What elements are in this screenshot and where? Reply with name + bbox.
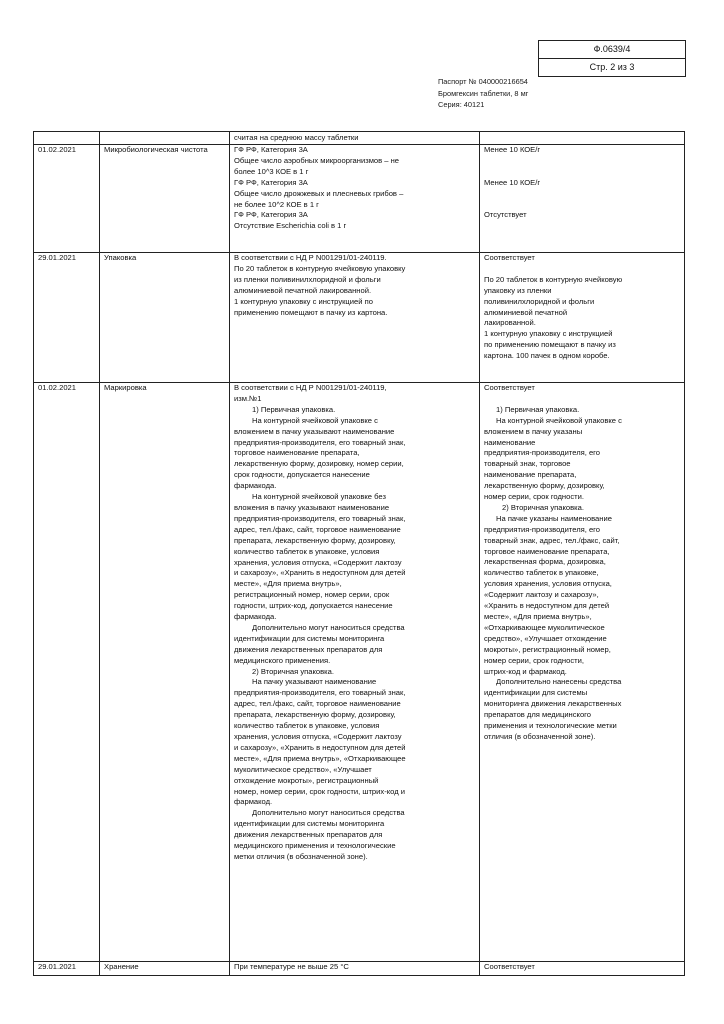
result-line: лакированной. <box>484 318 536 328</box>
result-line: «Хранить в недоступном для детей <box>484 601 610 611</box>
requirement-line: медицинского применения и технологические <box>234 841 396 851</box>
result-line: Менее 10 КОЕ/г <box>484 177 541 187</box>
requirement-line: вложением в пачку указывают наименование <box>234 426 395 436</box>
blank-line <box>484 167 680 178</box>
requirement-line: Общее число дрожжевых и плесневых грибов – <box>234 188 404 198</box>
result-line: Менее 10 КОЕ/г <box>484 145 541 154</box>
requirement-line: метки отличия (в обозначенной зоне). <box>234 851 368 861</box>
date-cell: 01.02.2021 <box>34 145 100 253</box>
result-line: торговое наименование препарата, <box>484 546 610 556</box>
result-line: наименование <box>484 437 536 447</box>
result-line: идентификации для системы <box>484 688 588 698</box>
blank-line <box>484 394 680 405</box>
result-line: упаковку из пленки <box>484 285 552 295</box>
requirement-line: изм.№1 <box>234 393 262 403</box>
test-name-cell: Хранение <box>100 962 230 976</box>
requirement-line: срок годности, допускается нанесение <box>234 470 370 480</box>
requirement-line: Общее число аэробных микроорганизмов – не <box>234 155 400 165</box>
result-line: средство», «Улучшает отхождение <box>484 633 607 643</box>
result-line: препаратов для медицинского <box>484 710 592 720</box>
test-name-cell: Маркировка <box>100 383 230 962</box>
result-line: «Содержит лактозу и сахарозу», <box>484 590 599 600</box>
result-line: На контурной ячейковой упаковке с <box>496 415 622 425</box>
blank-line <box>484 199 680 210</box>
requirement-cell <box>230 962 480 976</box>
result-line: Дополнительно нанесены средства <box>496 677 622 687</box>
product-name: Бромгексин таблетки, 8 мг <box>438 88 529 98</box>
result-line: вложением в пачку указаны <box>484 426 583 436</box>
requirement-line: Дополнительно могут наноситься средства <box>252 808 405 818</box>
result-line: наименование препарата, <box>484 470 577 480</box>
requirement-line: 1 контурную упаковку с инструкцией по <box>234 296 373 306</box>
requirement-line: ГФ РФ, Категория 3А <box>234 210 308 220</box>
result-line: картона. 100 пачек в одном коробе. <box>484 351 610 361</box>
requirement-line: предприятия-производителя, его товарный знак, <box>234 688 406 698</box>
requirement-line: применению помещают в пачку из картона. <box>234 307 388 317</box>
test-results-table <box>33 131 685 976</box>
result-cell <box>480 962 685 976</box>
requirement-cell <box>230 253 480 383</box>
page-number: Стр. 2 из 3 <box>539 58 685 76</box>
requirement-line: В соответствии с НД Р N001291/01-240119. <box>234 253 387 262</box>
requirement-line: количество таблеток в упаковке, условия <box>234 546 380 556</box>
result-line: 1) Первичная упаковка. <box>496 404 580 414</box>
passport-header <box>438 76 528 111</box>
result-line: Соответствует <box>484 383 535 392</box>
result-cell <box>480 132 685 145</box>
requirement-line: ГФ РФ, Категория 3А <box>234 145 308 154</box>
requirement-line: годности, штрих-код, допускается нанесение <box>234 601 393 611</box>
result-line: 2) Вторичная упаковка. <box>502 502 584 512</box>
requirement-line: количество таблеток в упаковке, условия <box>234 721 380 731</box>
result-line: по применению помещают в пачку из <box>484 340 616 350</box>
result-line: месте», «Для приема внутрь», <box>484 612 592 622</box>
requirement-line: В соответствии с НД Р N001291/01-240119, <box>234 383 387 392</box>
requirement-line: препарата, лекарственную форму, дозировку, <box>234 710 396 720</box>
result-cell <box>480 383 685 962</box>
table-row <box>34 145 685 253</box>
result-line: Соответствует <box>484 253 535 262</box>
result-line: лекарственную форму, дозировку, <box>484 481 605 491</box>
result-line: поливинилхлоридной и фольги <box>484 296 595 306</box>
requirement-line: вложения в пачку указывают наименование <box>234 502 390 512</box>
requirement-line: идентификации для системы мониторинга <box>234 633 385 643</box>
requirement-line: хранения, условия отпуска, «Содержит лактозу <box>234 557 402 567</box>
requirement-line: муколитическое средство», «Улучшает <box>234 764 372 774</box>
result-line: мокроты», регистрационный номер, <box>484 644 611 654</box>
requirement-line: движения лекарственных препаратов для <box>234 830 383 840</box>
requirement-line: лекарственную форму, дозировку, номер серии, <box>234 459 404 469</box>
requirement-line: ГФ РФ, Категория 3А <box>234 177 308 187</box>
result-line: штрих-код и фармакод. <box>484 666 567 676</box>
table-row <box>34 383 685 962</box>
requirement-line: идентификации для системы мониторинга <box>234 819 385 829</box>
result-line: условия хранения, условия отпуска, <box>484 579 612 589</box>
date-cell: 01.02.2021 <box>34 383 100 962</box>
requirement-line: препарата, лекарственную форму, дозировку, <box>234 535 396 545</box>
result-line: товарный знак, торговое <box>484 459 571 469</box>
result-line: алюминиевой печатной <box>484 307 568 317</box>
continuation-text: считая на среднюю массу таблетки <box>230 132 480 145</box>
requirement-line: месте», «Для приема внутрь», <box>234 579 342 589</box>
name-cell <box>100 132 230 145</box>
requirement-line: отхождение мокроты», регистрационный <box>234 775 379 785</box>
blank-line <box>484 156 680 167</box>
passport-number: Паспорт № 040000216654 <box>438 77 528 86</box>
result-line: 1 контурную упаковку с инструкцией <box>484 329 613 339</box>
requirement-line: не более 10^2 КОЕ в 1 г <box>234 199 319 209</box>
result-line: мониторинга движения лекарственных <box>484 699 622 709</box>
test-name-cell: Микробиологическая чистота <box>100 145 230 253</box>
date-cell <box>34 132 100 145</box>
requirement-line: месте», «Для приема внутрь», «Отхаркивающее <box>234 753 406 763</box>
requirement-line: фармакод. <box>234 797 273 807</box>
requirement-line: адрес, тел./факс, сайт, торговое наименование <box>234 524 401 534</box>
requirement-line: предприятия-производителя, его товарный знак, <box>234 437 406 447</box>
requirement-line: 1) Первичная упаковка. <box>252 404 336 414</box>
test-name-cell: Упаковка <box>100 253 230 383</box>
requirement-line: Отсутствие Escherichia coli в 1 г <box>234 221 347 231</box>
result-line: Соответствует <box>484 962 535 971</box>
requirement-line: и сахарозу», «Хранить в недоступном для детей <box>234 742 406 752</box>
date-cell: 29.01.2021 <box>34 253 100 383</box>
form-code-box <box>538 40 686 77</box>
result-cell <box>480 145 685 253</box>
requirement-line: и сахарозу», «Хранить в недоступном для детей <box>234 568 406 578</box>
blank-line <box>484 264 680 275</box>
requirement-line: фармакода. <box>234 612 277 622</box>
result-line: предприятия-производителя, его <box>484 448 601 458</box>
requirement-line: предприятия-производителя, его товарный знак, <box>234 513 406 523</box>
date-cell: 29.01.2021 <box>34 962 100 976</box>
requirement-line: На пачку указывают наименование <box>252 677 377 687</box>
requirement-line: На контурной ячейковой упаковке без <box>252 492 386 502</box>
result-line: отличия (в обозначенной зоне). <box>484 731 596 741</box>
requirement-line: номер, номер серии, срок годности, штрих-код и <box>234 786 405 796</box>
requirement-line: торговое наименование препарата, <box>234 448 360 458</box>
result-line: предприятия-производителя, его <box>484 524 601 534</box>
result-line: номер серии, срок годности. <box>484 492 584 502</box>
result-line: количество таблеток в упаковке, <box>484 568 599 578</box>
result-line: номер серии, срок годности, <box>484 655 584 665</box>
requirement-line: По 20 таблеток в контурную ячейковую упаковку <box>234 263 406 273</box>
requirement-line: адрес, тел./факс, сайт, торговое наименование <box>234 699 401 709</box>
requirement-line: регистрационный номер, номер серии, срок <box>234 590 390 600</box>
blank-line <box>484 189 680 200</box>
requirement-line: из пленки поливинилхлоридной и фольги <box>234 274 381 284</box>
result-line: «Отхаркивающее муколитическое <box>484 622 605 632</box>
result-line: По 20 таблеток в контурную ячейковую <box>484 274 623 284</box>
requirement-cell <box>230 145 480 253</box>
result-cell <box>480 253 685 383</box>
result-line: Отсутствует <box>484 210 527 220</box>
requirement-line: алюминиевой печатной лакированной. <box>234 285 372 295</box>
requirement-line: более 10^3 КОЕ в 1 г <box>234 166 309 176</box>
result-line: применения и технологические метки <box>484 721 617 731</box>
requirement-line: движения лекарственных препаратов для <box>234 644 383 654</box>
requirement-line: 2) Вторичная упаковка. <box>252 666 334 676</box>
requirement-line: При температуре не выше 25 °С <box>234 962 349 971</box>
requirement-line: Дополнительно могут наноситься средства <box>252 622 405 632</box>
requirement-line: На контурной ячейковой упаковке с <box>252 415 378 425</box>
result-line: товарный знак, адрес, тел./факс, сайт, <box>484 535 620 545</box>
requirement-line: фармакода. <box>234 481 277 491</box>
requirement-line: хранения, условия отпуска, «Содержит лактозу <box>234 732 402 741</box>
series-number: Серия: 40121 <box>438 100 485 109</box>
table-row <box>34 253 685 383</box>
table-row <box>34 962 685 976</box>
result-line: На пачке указаны наименование <box>496 513 612 523</box>
requirement-cell <box>230 383 480 962</box>
result-line: лекарственная форма, дозировка, <box>484 557 606 567</box>
form-code: Ф.0639/4 <box>593 44 631 54</box>
requirement-line: медицинского применения. <box>234 655 331 665</box>
table-row-continuation <box>34 132 685 145</box>
